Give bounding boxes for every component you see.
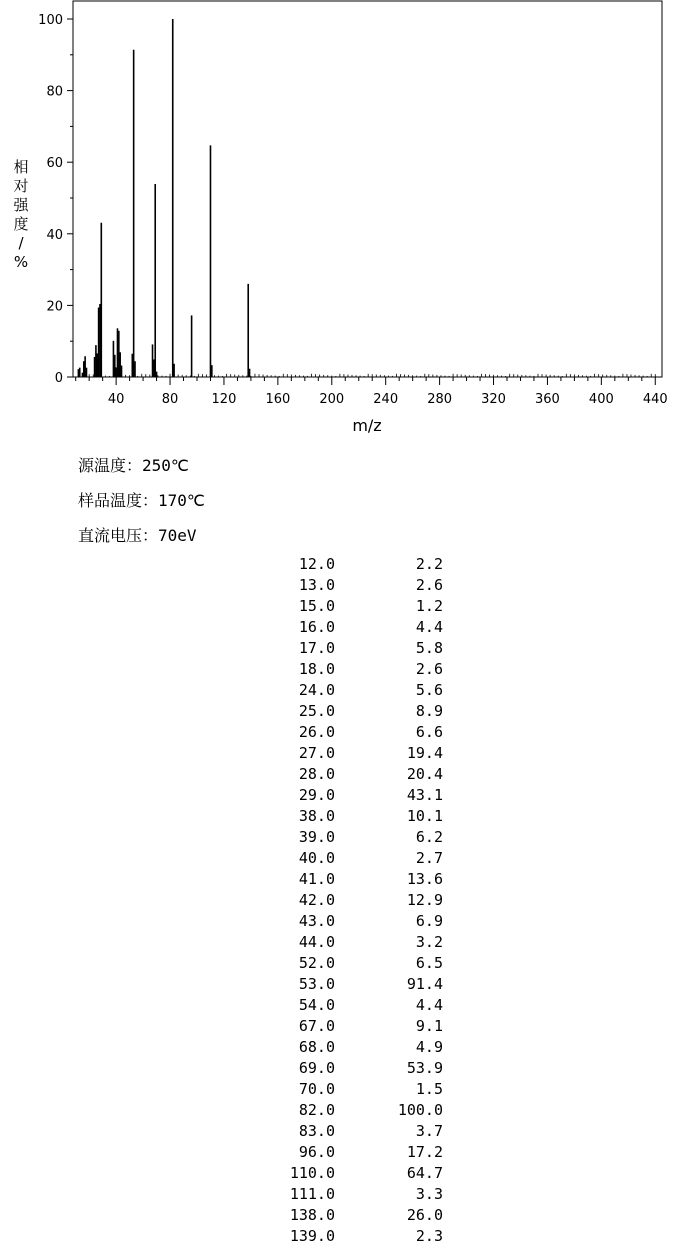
abundance-value: 5.8: [415, 639, 443, 657]
abundance-value: 12.9: [406, 891, 443, 909]
y-tick-label: 100: [38, 13, 63, 28]
x-axis-label: m/z: [352, 416, 382, 435]
table-row: [250, 764, 443, 785]
mz-value: 96.0: [298, 1143, 335, 1161]
table-row: [250, 722, 443, 743]
peak-bars: [78, 19, 249, 377]
mz-value: 139.0: [289, 1227, 335, 1245]
mz-value: 110.0: [289, 1164, 335, 1182]
sample-temperature: [78, 489, 205, 524]
source-temperature: [78, 454, 205, 489]
instrument-parameters: [78, 454, 205, 559]
mz-value: 29.0: [298, 786, 335, 804]
table-row: [250, 680, 443, 701]
table-row: [250, 869, 443, 890]
abundance-value: 2.6: [415, 576, 443, 594]
mz-value: 67.0: [298, 1017, 335, 1035]
x-axis: [76, 377, 668, 407]
abundance-value: 26.0: [406, 1206, 443, 1224]
param-label: 样品温度：: [78, 491, 159, 510]
mz-value: 18.0: [298, 660, 335, 678]
table-row: [250, 995, 443, 1016]
x-tick-label: 160: [265, 392, 291, 407]
table-row: [250, 1100, 443, 1121]
table-row: [250, 911, 443, 932]
abundance-value: 1.5: [415, 1080, 443, 1098]
table-row: [250, 1016, 443, 1037]
x-tick-label: 80: [161, 392, 179, 407]
plot-frame: [73, 1, 662, 377]
table-row: [250, 659, 443, 680]
table-row: [250, 1184, 443, 1205]
abundance-value: 6.6: [415, 723, 443, 741]
param-label: 源温度：: [78, 456, 143, 475]
table-row: [250, 827, 443, 848]
mz-value: 27.0: [298, 744, 335, 762]
mz-value: 16.0: [298, 618, 335, 636]
table-row: [250, 953, 443, 974]
table-row: [250, 638, 443, 659]
mz-value: 28.0: [298, 765, 335, 783]
abundance-value: 53.9: [406, 1059, 443, 1077]
mz-value: 25.0: [298, 702, 335, 720]
mz-value: 12.0: [298, 555, 335, 573]
x-tick-label: 320: [481, 392, 506, 407]
abundance-value: 6.2: [415, 828, 443, 846]
dc-voltage: [78, 524, 205, 559]
abundance-value: 64.7: [406, 1164, 443, 1182]
x-tick-label: 120: [211, 392, 237, 407]
mz-value: 138.0: [289, 1206, 335, 1224]
x-tick-label: 440: [642, 392, 668, 407]
mz-value: 82.0: [298, 1101, 335, 1119]
abundance-value: 8.9: [415, 702, 443, 720]
y-tick-label: 80: [46, 84, 63, 100]
table-row: [250, 785, 443, 806]
mz-value: 17.0: [298, 639, 335, 657]
y-tick-label: 60: [46, 156, 63, 172]
mz-value: 52.0: [298, 954, 335, 972]
mass-spectrum-chart: [0, 0, 680, 445]
mz-value: 43.0: [298, 912, 335, 930]
mz-value: 38.0: [298, 807, 335, 825]
mz-value: 39.0: [298, 828, 335, 846]
abundance-value: 9.1: [415, 1017, 443, 1035]
abundance-value: 17.2: [406, 1143, 443, 1161]
abundance-value: 100.0: [397, 1101, 443, 1119]
abundance-value: 6.9: [415, 912, 443, 930]
mz-value: 44.0: [298, 933, 335, 951]
x-tick-label: 400: [588, 392, 614, 407]
table-row: [250, 554, 443, 575]
abundance-value: 19.4: [406, 744, 443, 762]
abundance-value: 2.3: [415, 1227, 443, 1245]
peak-table: [250, 554, 443, 1247]
param-value: 70eV: [158, 526, 197, 545]
baseline-noise: [89, 374, 655, 377]
param-label: 直流电压：: [78, 526, 159, 545]
mz-value: 70.0: [298, 1080, 335, 1098]
x-tick-label: 360: [535, 392, 560, 407]
table-row: [250, 932, 443, 953]
abundance-value: 1.2: [415, 597, 443, 615]
param-value: 250℃: [142, 456, 189, 475]
table-row: [250, 617, 443, 638]
x-tick-label: 200: [319, 392, 345, 407]
table-row: [250, 848, 443, 869]
x-tick-label: 280: [427, 392, 453, 407]
abundance-value: 3.3: [415, 1185, 443, 1203]
abundance-value: 4.9: [415, 1038, 443, 1056]
mz-value: 54.0: [298, 996, 335, 1014]
abundance-value: 10.1: [406, 807, 443, 825]
table-row: [250, 1205, 443, 1226]
y-axis-label: 相对强度/ %: [13, 158, 29, 271]
abundance-value: 6.5: [415, 954, 443, 972]
abundance-value: 3.2: [415, 933, 443, 951]
mz-value: 40.0: [298, 849, 335, 867]
y-axis: [38, 13, 73, 386]
abundance-value: 2.6: [415, 660, 443, 678]
table-row: [250, 1121, 443, 1142]
mz-value: 24.0: [298, 681, 335, 699]
table-row: [250, 1226, 443, 1247]
abundance-value: 91.4: [406, 975, 443, 993]
table-row: [250, 596, 443, 617]
table-row: [250, 890, 443, 911]
table-row: [250, 1037, 443, 1058]
y-tick-label: 0: [54, 371, 63, 386]
abundance-value: 2.7: [415, 849, 443, 867]
mz-value: 41.0: [298, 870, 335, 888]
abundance-value: 3.7: [415, 1122, 443, 1140]
abundance-value: 2.2: [415, 555, 443, 573]
mz-value: 68.0: [298, 1038, 335, 1056]
table-row: [250, 575, 443, 596]
mz-value: 42.0: [298, 891, 335, 909]
table-row: [250, 701, 443, 722]
mz-value: 111.0: [289, 1185, 335, 1203]
table-row: [250, 1079, 443, 1100]
table-row: [250, 974, 443, 995]
abundance-value: 4.4: [415, 618, 443, 636]
abundance-value: 5.6: [415, 681, 443, 699]
abundance-value: 4.4: [415, 996, 443, 1014]
mz-value: 26.0: [298, 723, 335, 741]
y-tick-label: 20: [46, 299, 63, 315]
mz-value: 13.0: [298, 576, 335, 594]
table-row: [250, 1163, 443, 1184]
table-row: [250, 806, 443, 827]
param-value: 170℃: [158, 491, 205, 510]
abundance-value: 43.1: [406, 786, 443, 804]
abundance-value: 13.6: [406, 870, 443, 888]
table-row: [250, 743, 443, 764]
table-row: [250, 1058, 443, 1079]
mz-value: 83.0: [298, 1122, 335, 1140]
mz-value: 69.0: [298, 1059, 335, 1077]
table-row: [250, 1142, 443, 1163]
x-tick-label: 240: [373, 392, 399, 407]
mz-value: 53.0: [298, 975, 335, 993]
mz-value: 15.0: [298, 597, 335, 615]
y-tick-label: 40: [46, 227, 63, 243]
x-tick-label: 40: [107, 392, 125, 407]
abundance-value: 20.4: [406, 765, 443, 783]
